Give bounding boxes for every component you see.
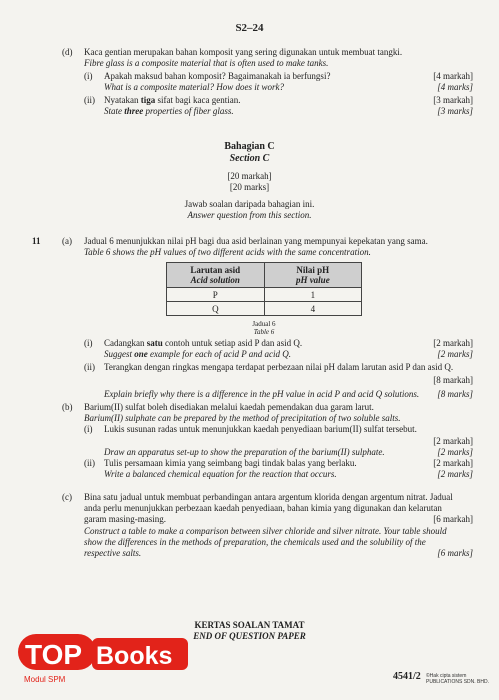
q10d-i-ms: Apakah maksud bahan komposit? Bagaimanakah ia berfungsi? xyxy=(104,71,331,81)
q11b-ii-mark-en: [2 marks] xyxy=(437,469,473,479)
page-number: S2–24 xyxy=(235,22,264,34)
ph-table xyxy=(166,262,362,316)
q11b-letter: (b) xyxy=(62,402,73,412)
q11a-ii-mark-ms: [8 markah] xyxy=(433,375,473,385)
q11a-ii-ms: Terangkan dengan ringkas mengapa terdapat perbezaan nilai pH dalam larutan asid P dan asid Q. xyxy=(104,362,454,372)
section-c-instruction-en: Answer question from this section. xyxy=(187,210,312,220)
q10d-intro-en: Fibre glass is a composite material that is often used to make tanks. xyxy=(84,58,329,68)
q11-number: 11 xyxy=(32,236,41,246)
topbooks-logo-graphic xyxy=(18,628,188,688)
table-caption-ms: Jadual 6 xyxy=(252,320,276,328)
q11a-i-mark-ms: [2 markah] xyxy=(433,338,473,348)
q11c-mark-ms: [6 markah] xyxy=(433,514,473,524)
q11b-i-en: Draw an apparatus set-up to show the preparation of the barium(II) sulphate. xyxy=(104,447,385,457)
q10d-ii-en: State three properties of fiber glass. xyxy=(104,106,234,116)
q11a-ii-en: Explain briefly why there is a difference in the pH value in acid P and acid Q solutions. xyxy=(104,389,420,399)
q11b-i-mark-en: [2 marks] xyxy=(437,447,473,457)
table-cell-acid: P xyxy=(167,288,265,302)
q11a-i-en: Suggest one example for each of acid P and acid Q. xyxy=(104,349,292,359)
logo-top-text: TOP xyxy=(25,639,83,670)
end-of-paper-ms: KERTAS SOALAN TAMAT xyxy=(194,620,305,630)
logo-books-text: Books xyxy=(96,642,173,670)
section-c-marks-en: [20 marks] xyxy=(229,182,270,192)
end-of-paper-en: END OF QUESTION PAPER xyxy=(193,631,306,641)
table-caption-en: Table 6 xyxy=(253,328,275,336)
q11a-ii-num: (ii) xyxy=(84,362,95,372)
section-c-instruction-ms: Jawab soalan daripada bahagian ini. xyxy=(184,199,315,209)
section-c-title-en: Section C xyxy=(229,153,270,164)
q11c-letter: (c) xyxy=(62,492,72,502)
q10d-letter: (d) xyxy=(62,47,73,57)
q11a-i-num: (i) xyxy=(84,338,93,348)
q11c-en: Construct a table to make a comparison between silver chloride and silver nitrate. Your table should show the differences in the methods of preparation, the chemicals used and the solubility of the respective salts. xyxy=(84,526,447,558)
q10d-ii-ms: Nyatakan tiga sifat bagi kaca gentian. xyxy=(104,95,241,105)
section-c-title-ms: Bahagian C xyxy=(224,141,275,152)
q11a-intro-en: Table 6 shows the pH values of two different acids with the same concentration. xyxy=(84,247,371,257)
table-row xyxy=(167,288,362,302)
q10d-i-mark-ms: [4 markah] xyxy=(433,71,473,81)
topbooks-logo xyxy=(18,628,188,688)
logo-sub-text: Modul SPM xyxy=(24,675,66,684)
q11b-i-mark-ms: [2 markah] xyxy=(433,436,473,446)
q10d-intro-ms: Kaca gentian merupakan bahan komposit yang sering digunakan untuk membuat tangki. xyxy=(84,47,403,57)
q11a-letter: (a) xyxy=(62,236,72,246)
q10d-i-num: (i) xyxy=(84,71,93,81)
table-cell-ph: 1 xyxy=(264,288,361,302)
q10d-i-en: What is a composite material? How does it work? xyxy=(104,82,284,92)
ph-table-header-ph: Nilai pH pH value xyxy=(264,263,361,288)
q11b-ii-ms: Tulis persamaan kimia yang seimbang bagi tindak balas yang berlaku. xyxy=(104,458,357,468)
table-cell-ph: 4 xyxy=(264,302,361,316)
q11b-ii-en: Write a balanced chemical equation for the reaction that occurs. xyxy=(104,469,337,479)
q10d-i-mark-en: [4 marks] xyxy=(437,82,473,92)
q11b-i-num: (i) xyxy=(84,424,93,434)
q11c-ms: Bina satu jadual untuk membuat perbandingan antara argentum klorida dengan argentum nitrat. Jadual anda perlu menunjukkan perbezaan kaedah penyediaan, bahan kimia yang digunakan dan kelarutan garam masing-masing. xyxy=(84,492,453,524)
section-c-marks-ms: [20 markah] xyxy=(227,171,272,181)
paper-code: 4541/2 xyxy=(393,671,421,682)
q11b-ii-num: (ii) xyxy=(84,458,95,468)
q11b-ii-mark-ms: [2 markah] xyxy=(433,458,473,468)
q11a-intro-ms: Jadual 6 menunjukkan nilai pH bagi dua asid berlainan yang mempunyai kepekatan yang sama. xyxy=(84,236,428,246)
q11a-i-ms: Cadangkan satu contoh untuk setiap asid P dan asid Q. xyxy=(104,338,303,348)
q10d-ii-num: (ii) xyxy=(84,95,95,105)
table-row xyxy=(167,302,362,316)
q10d-ii-mark-ms: [3 markah] xyxy=(433,95,473,105)
q11b-intro-ms: Barium(II) sulfat boleh disediakan melalui kaedah pemendakan dua garam larut. xyxy=(84,402,374,412)
q11b-intro-en: Barium(II) sulphate can be prepared by the method of precipitation of two soluble salts. xyxy=(84,413,401,423)
ph-table-header-acid: Larutan asid Acid solution xyxy=(167,263,265,288)
table-cell-acid: Q xyxy=(167,302,265,316)
q11a-ii-mark-en: [8 marks] xyxy=(437,389,473,399)
q11a-i-mark-en: [2 marks] xyxy=(437,349,473,359)
q11c-mark-en: [6 marks] xyxy=(437,548,473,558)
q10d-ii-mark-en: [3 marks] xyxy=(437,106,473,116)
publisher-credit: ©Hak cipta sistem PUBLICATIONS SDN. BHD. xyxy=(426,673,489,685)
q11b-i-ms: Lukis susunan radas untuk menunjukkan kaedah penyediaan barium(II) sulfat tersebut. xyxy=(104,424,417,434)
